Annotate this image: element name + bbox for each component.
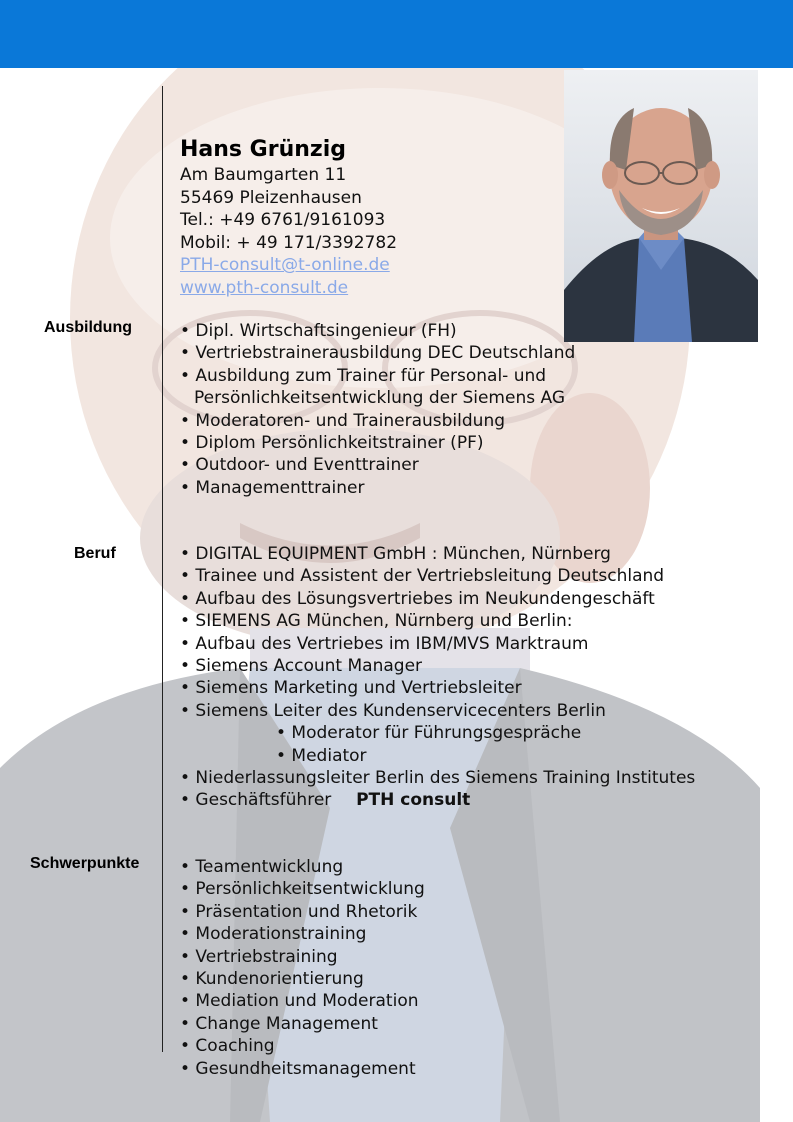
list-item: • Siemens Marketing und Vertriebsleiter [180, 678, 522, 699]
list-item: • Vertriebstraining [180, 946, 338, 967]
list-item: • Siemens Leiter des Kundenservicecenters Berlin [180, 700, 606, 721]
list-item: • Ausbildung zum Trainer für Personal- und [180, 365, 547, 386]
company-name: PTH consult [356, 790, 471, 811]
website-link[interactable]: www.pth-consult.de [180, 277, 349, 298]
list-item: • Managementtrainer [180, 477, 365, 498]
person-name: Hans Grünzig [180, 137, 346, 162]
list-item: • Trainee und Assistent der Vertriebsleitung Deutschland [180, 566, 665, 587]
list-item: • Change Management [180, 1013, 378, 1034]
section-label-ausbildung: Ausbildung [44, 319, 132, 336]
schwerpunkte-list [180, 856, 425, 1080]
profile-photo [564, 70, 758, 342]
phone-number: Tel.: +49 6761/9161093 [180, 210, 386, 231]
vertical-divider [162, 86, 163, 1052]
list-item: Persönlichkeitsentwicklung der Siemens AG [194, 388, 565, 409]
list-item: • Teamentwicklung [180, 857, 344, 877]
list-item: • Siemens Account Manager [180, 656, 423, 677]
list-item: • DIGITAL EQUIPMENT GmbH : München, Nürnberg [180, 544, 611, 564]
list-item: • Aufbau des Vertriebes im IBM/MVS Marktraum [180, 633, 589, 654]
city-address: 55469 Pleizenhausen [180, 187, 362, 208]
street-address: Am Baumgarten 11 [180, 165, 347, 185]
section-label-beruf: Beruf [74, 545, 116, 562]
list-item: • Moderationstraining [180, 924, 367, 945]
right-margin [760, 68, 793, 1122]
list-item: • Persönlichkeitsentwicklung [180, 879, 425, 900]
header-bar [0, 0, 793, 68]
mobile-number: Mobil: + 49 171/3392782 [180, 232, 398, 253]
list-item: • SIEMENS AG München, Nürnberg und Berlin: [180, 611, 573, 632]
list-item: • Niederlassungsleiter Berlin des Siemens Training Institutes [180, 768, 696, 789]
list-item: • Aufbau des Lösungsvertriebes im Neukundengeschäft [180, 588, 655, 609]
list-item: • Moderatoren- und Trainerausbildung [180, 410, 506, 431]
list-item-text: • Geschäftsführer [180, 790, 332, 811]
section-label-schwerpunkte: Schwerpunkte [30, 855, 140, 872]
list-item [180, 789, 695, 811]
beruf-list [180, 543, 695, 812]
list-item: • Outdoor- und Eventtrainer [180, 455, 419, 476]
list-item: • Präsentation und Rhetorik [180, 901, 418, 922]
email-link[interactable]: PTH-consult@t-online.de [180, 255, 390, 276]
list-item: • Gesundheitsmanagement [180, 1058, 416, 1079]
list-item: • Diplom Persönlichkeitstrainer (PF) [180, 433, 484, 454]
list-item: • Coaching [180, 1036, 275, 1057]
contact-block [180, 164, 397, 300]
list-item: • Moderator für Führungsgespräche [276, 723, 582, 744]
list-item: • Kundenorientierung [180, 969, 364, 990]
list-item: • Dipl. Wirtschaftsingenieur (FH) [180, 321, 457, 341]
list-item: • Mediator [276, 745, 367, 766]
ausbildung-list [180, 320, 575, 499]
list-item: • Vertriebstrainerausbildung DEC Deutschland [180, 343, 576, 364]
list-item: • Mediation und Moderation [180, 991, 419, 1012]
